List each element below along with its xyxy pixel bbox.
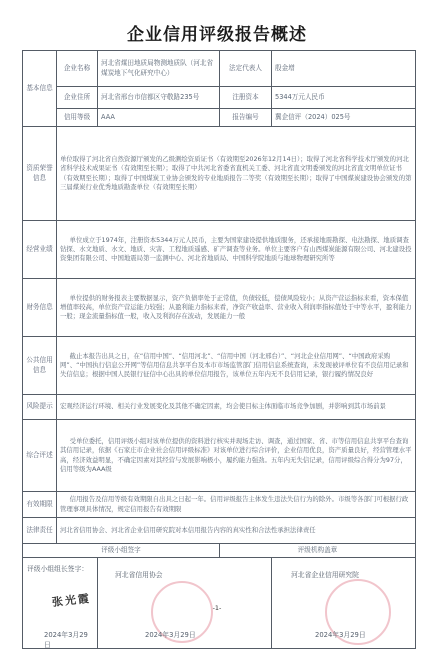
capital: 5344万元人民币 <box>272 87 416 109</box>
row-signature-headers <box>23 544 416 558</box>
operations-label: 经营业绩 <box>23 221 57 279</box>
row-enterprise-name <box>23 51 416 87</box>
risk-label: 风险提示 <box>23 395 57 420</box>
stamp-institute-cell <box>272 558 416 649</box>
financial-label: 财务信息 <box>23 279 57 337</box>
qualification-label: 资质荣誉信息 <box>23 127 57 221</box>
row-validity <box>23 492 416 518</box>
enterprise-name: 河北省煤田地质局物测地质队（河北省煤炭地下气化研究中心） <box>98 51 220 87</box>
legal-rep-label: 法定代表人 <box>220 51 272 87</box>
signature-date-right: 2024年3月29日 <box>315 631 366 639</box>
basic-info-label: 基本信息 <box>23 51 57 127</box>
public-credit-text: 截止本报告出具之日，在“信用中国”、“信用河北”、“信用中国（河北邢台）”、“河北企业信用网”、“中国政府采购网”、“中国执行信息公开网”等信用信息共享平台及本市市场监管部门信用信息系统查询，未发现被评单位有不良信用记录和失信信息；根据中国人民银行征信中心出具的单位信用报告，该单位五年内无不良信用记录，银行履约情况良好 <box>57 337 416 395</box>
legal-rep: 殷金增 <box>272 51 416 87</box>
handwritten-signature: 张光霞 <box>51 591 92 610</box>
address: 河北省邢台市信都区守敬路235号 <box>98 87 220 109</box>
row-liability <box>23 518 416 544</box>
row-qualification <box>23 127 416 221</box>
row-financial <box>23 279 416 337</box>
row-grade <box>23 109 416 127</box>
capital-label: 注册资本 <box>220 87 272 109</box>
public-credit-label: 公共信用信息 <box>23 337 57 395</box>
row-risk <box>23 395 416 420</box>
signature-date-left: 2024年3月29日 <box>44 631 88 649</box>
rating-group-header: 评级小组签字 <box>23 544 220 558</box>
address-label: 企业住所 <box>57 87 98 109</box>
row-operations <box>23 221 416 279</box>
group-leader-label: 评级小组组长签字： <box>27 565 89 573</box>
row-evaluation <box>23 420 416 492</box>
validity-label: 有效期限 <box>23 492 57 518</box>
row-public-credit <box>23 337 416 395</box>
report-summary-table <box>22 50 416 649</box>
page-number: -1- <box>212 604 222 612</box>
grade: AAA <box>98 109 220 127</box>
risk-text: 宏观经济运行环境、相关行业发展变化及其他不确定因素，均会使目标主体面临市场竞争加剧，并影响到其市场前景 <box>57 395 416 420</box>
grade-label: 信用等级 <box>57 109 98 127</box>
qualification-text: 单位取得了河北省自然资源厅颁发的乙级测绘资质证书（有效期至2026年12月14日）；取得了河北省科学技术厅颁发的河北省科学技术成果证书（有效期至长期）；取得了中共河北省委省直机关工委、河北省直文明委颁发的河北省直文明单位证书（有效期至长期）；取得了中国煤炭工业协会颁发的专业地质报告二等奖（有效期至长期）；取得了中国煤炭建设协会颁发的第三届煤炭行业优秀地质勘查单位（有效期至长期） <box>57 127 416 221</box>
enterprise-name-label: 企业名称 <box>57 51 98 87</box>
liability-label: 法律责任 <box>23 518 57 544</box>
evaluation-label: 综合评述 <box>23 420 57 492</box>
rating-agency-header: 评级机构盖章 <box>220 544 416 558</box>
financial-text: 单位提供的财务报表主要数据显示，资产负债率处于正常值，负债较低，偿债风险较小；从资产营运指标来看，资本保值增值率较高，单位资产营运能力较强；从盈利能力指标来看，净资产收益率、营业收入利润率指标值处于中等水平，盈利能力一般；现金流量指标值一般，收入及利润存在波动，发展能力一般 <box>57 279 416 337</box>
liability-text: 河北省信用协会、河北省企业信用研究院对本信用报告内容的真实性和合法性承担法律责任 <box>57 518 416 544</box>
stamp-association-cell <box>98 558 272 649</box>
report-no: 冀企信评（2024）025号 <box>272 109 416 127</box>
evaluation-text: 受单位委托，信用评级小组对该单位提供的资料进行核实并现场走访、调查，通过国家、省、市等信用信息共享平台查询其信用记录，依据《石家庄市企业社会信用评级标准》对该单位进行综合评价，企业信用优良，资产质量良好，经营管理水平高，经济效益明显，不确定因素对其经营与发展影响极小，履约能力强劲。五年内无失信记录，信用评级综合得分为97分，信用等级为AAA级 <box>57 420 416 492</box>
page-title: 企业信用评级报告概述 <box>127 25 307 45</box>
signature-date-mid: 2024年3月29日 <box>145 631 196 639</box>
association-name: 河北省信用协会 <box>115 571 163 579</box>
signature-group-cell <box>23 558 98 649</box>
institute-name: 河北省企业信用研究院 <box>291 571 359 579</box>
operations-text: 单位成立于1974年，注册资本5344万元人民币，主要为国家建设提供地质服务，还承接地震勘探、电法勘探、地质调查钻探、水文地质、水文、地质、灾害、工程地质遥感、矿产调查等业务。单位主要客户有山西煤炭能源有限公司、河北建设投资集团有限公司、中国地震局第一监测中心、河北省地质局、中国科学院地质与地球物理研究所等 <box>57 221 416 279</box>
row-signatures <box>23 558 416 649</box>
row-address <box>23 87 416 109</box>
validity-text: 信用报告及信用等级有效期限自出具之日起一年。信用评级报告主体发生违法失信行为的除外。市级等各部门可根据行政管理事项具体情况，规定信用报告有效期限 <box>57 492 416 518</box>
report-no-label: 报告编号 <box>220 109 272 127</box>
